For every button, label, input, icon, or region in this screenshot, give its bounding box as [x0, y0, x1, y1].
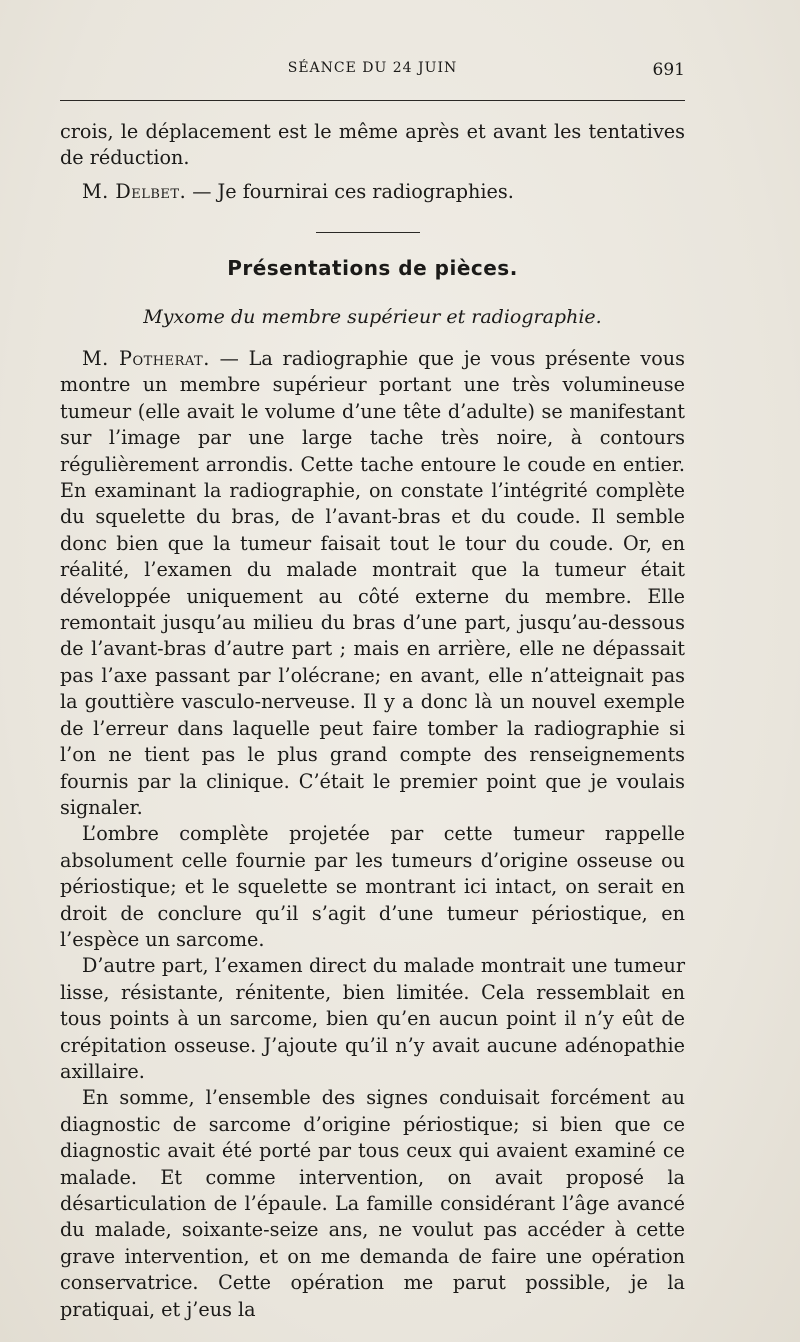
- paragraph-2: L’ombre complète projetée par cette tumeur rappelle absolument celle fournie par les tumeurs d’origine osseuse ou périostique; et le squelette se montrant ici intact, on serait en droit de conclure qu’il s’agit d’une tumeur périostique, en l’espèce un sarcome.: [60, 822, 685, 951]
- continuation-paragraph: crois, le déplacement est le même après et avant les tentatives de réduction.: [60, 120, 685, 170]
- delbet-statement: — Je fournirai ces radiographies.: [186, 180, 514, 203]
- running-head: [60, 60, 685, 88]
- delbet-remark: [60, 179, 685, 205]
- delbet-paragraph: [60, 179, 685, 205]
- paragraph-4: En somme, l’ensemble des signes conduisait forcément au diagnostic de sarcome d’origine périostique; si bien que ce diagnostic avait été porté par tous ceux qui avaient examiné ce malade. Et comme intervention, on avait proposé la désarticulation de l’épaule. La famille considérant l’âge avancé du malade, soixante-seize ans, ne voulut pas accéder à cette grave intervention, et on me demanda de faire une opération conservatrice. Cette opération me parut possible, je la pratiquai, et j’eus la: [60, 1086, 685, 1321]
- section-title: Présentations de pièces.: [227, 256, 518, 280]
- page-number: 691: [652, 60, 685, 80]
- running-title: SÉANCE DU 24 JUIN: [287, 60, 458, 76]
- section-rule: [316, 232, 420, 233]
- paragraph-1: [60, 346, 685, 821]
- header-rule: [60, 100, 685, 101]
- intro-continuation: [60, 119, 685, 172]
- main-text: [60, 346, 685, 1323]
- paragraph-3: D’autre part, l’examen direct du malade montrait une tumeur lisse, résistante, rénitente, bien limitée. Cela ressemblait en tous points à un sarcome, bien qu’en aucun point il n’y eût de crépitation osseuse. J’ajoute qu’il n’y avait aucune adénopathie axillaire.: [60, 954, 685, 1083]
- subsection-title: Myxome du membre supérieur et radiographie.: [143, 306, 602, 328]
- speaker-delbet: M. Delbet.: [82, 180, 187, 203]
- paragraph-1-text: — La radiographie que je vous présente vous montre un membre supérieur portant une très volumineuse tumeur (elle avait le volume d’une tête d’adulte) se manifestant sur l’image par une large tache très noire, à contours régulièrement arrondis. Cette tache entoure le coude en entier. En examinant la radiographie, on constate l’intégrité complète du squelette du bras, de l’avant-bras et du coude. Il semble donc bien que la tumeur faisait tout le tour du coude. Or, en réalité, l’examen du malade montrait que la tumeur était développée uniquement au côté externe du membre. Elle remontait jusqu’au milieu du bras d’une part, jusqu’au-dessous de l’avant-bras d’autre part ; mais en arrière, elle ne dépassait pas l’axe passant par l’olécrane; en avant, elle n’atteignait pas la gouttière vasculo-nerveuse. Il y a donc là un nouvel exemple de l’erreur dans laquelle peut faire tomber la radiographie si l’on ne tient pas le plus grand compte des renseignements fournis par la clinique. C’était le premier point que je voulais signaler.: [60, 347, 685, 819]
- speaker-potherat: M. Potherat.: [82, 347, 210, 370]
